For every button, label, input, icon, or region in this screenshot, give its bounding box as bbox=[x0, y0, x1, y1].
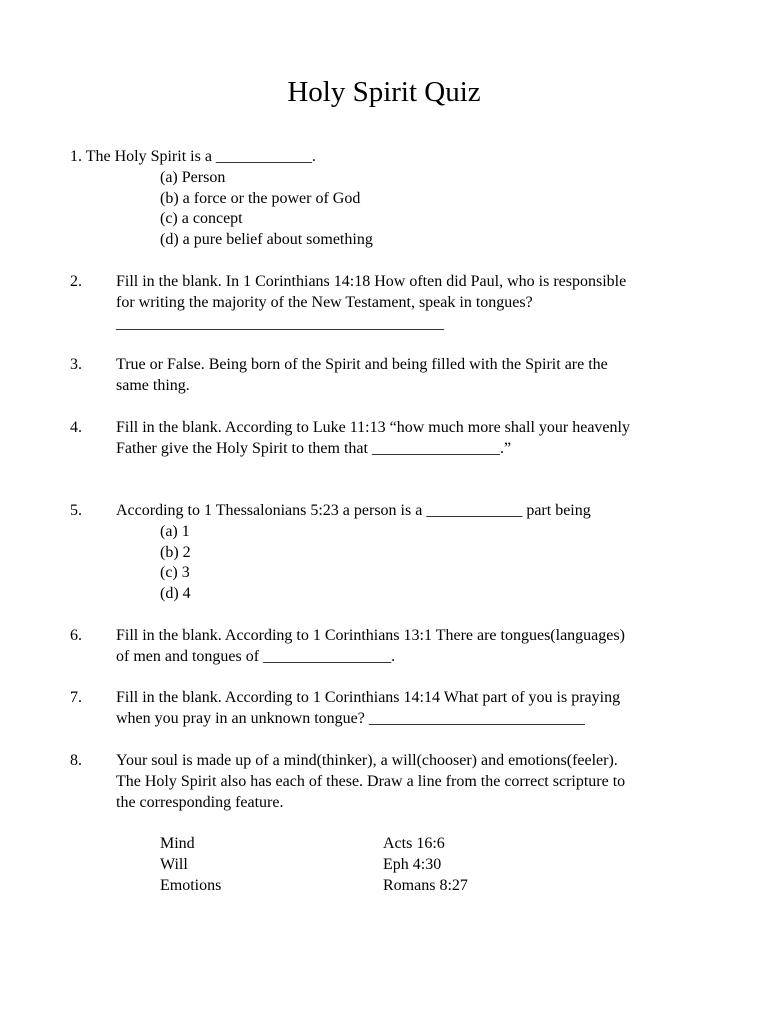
page-title: Holy Spirit Quiz bbox=[287, 76, 481, 108]
question-7-number: 7. bbox=[70, 689, 82, 706]
feature-will: Will bbox=[160, 856, 188, 873]
question-6-line-2: of men and tongues of ________________. bbox=[116, 648, 396, 665]
question-8-line-1: Your soul is made up of a mind(thinker), a will(chooser) and emotions(feeler). bbox=[116, 752, 618, 769]
question-4-line-1: Fill in the blank. According to Luke 11:13 “how much more shall your heavenly bbox=[116, 419, 630, 436]
question-5-option-c: (c) 3 bbox=[160, 564, 190, 581]
question-5-number: 5. bbox=[70, 502, 82, 519]
question-7-line-1: Fill in the blank. According to 1 Corinthians 14:14 What part of you is praying bbox=[116, 689, 621, 706]
question-2-answer-blank: _________________________________________ bbox=[116, 315, 444, 332]
question-3-line-2: same thing. bbox=[116, 377, 190, 394]
scripture-eph: Eph 4:30 bbox=[383, 856, 442, 873]
question-5-option-a: (a) 1 bbox=[160, 523, 190, 540]
question-7-line-2: when you pray in an unknown tongue? ___________________________ bbox=[116, 710, 585, 727]
question-8-number: 8. bbox=[70, 752, 82, 769]
question-4-number: 4. bbox=[70, 419, 82, 436]
question-1-text: 1. The Holy Spirit is a ____________. bbox=[70, 148, 316, 165]
question-1 bbox=[70, 146, 316, 167]
question-8-line-2: The Holy Spirit also has each of these. Draw a line from the correct scripture to bbox=[116, 773, 626, 790]
question-1-option-a: (a) Person bbox=[160, 169, 226, 186]
scripture-romans: Romans 8:27 bbox=[383, 877, 468, 894]
question-5-text: According to 1 Thessalonians 5:23 a person is a ____________ part being bbox=[116, 502, 591, 519]
question-3-number: 3. bbox=[70, 356, 82, 373]
feature-mind: Mind bbox=[160, 835, 195, 852]
scripture-acts: Acts 16:6 bbox=[383, 835, 445, 852]
question-1-option-d: (d) a pure belief about something bbox=[160, 231, 373, 248]
question-6-line-1: Fill in the blank. According to 1 Corinthians 13:1 There are tongues(languages) bbox=[116, 627, 625, 644]
question-6-number: 6. bbox=[70, 627, 82, 644]
question-5-option-b: (b) 2 bbox=[160, 544, 191, 561]
question-2-number: 2. bbox=[70, 273, 82, 290]
question-1-option-b: (b) a force or the power of God bbox=[160, 190, 361, 207]
question-2-line-1: Fill in the blank. In 1 Corinthians 14:18 How often did Paul, who is responsible bbox=[116, 273, 627, 290]
question-5-option-d: (d) 4 bbox=[160, 585, 191, 602]
question-3-line-1: True or False. Being born of the Spirit and being filled with the Spirit are the bbox=[116, 356, 608, 373]
question-2-line-2: for writing the majority of the New Testament, speak in tongues? bbox=[116, 294, 533, 311]
question-4-line-2: Father give the Holy Spirit to them that ________________.” bbox=[116, 440, 512, 457]
question-8-line-3: the corresponding feature. bbox=[116, 794, 284, 811]
feature-emotions: Emotions bbox=[160, 877, 222, 894]
question-1-option-c: (c) a concept bbox=[160, 210, 243, 227]
